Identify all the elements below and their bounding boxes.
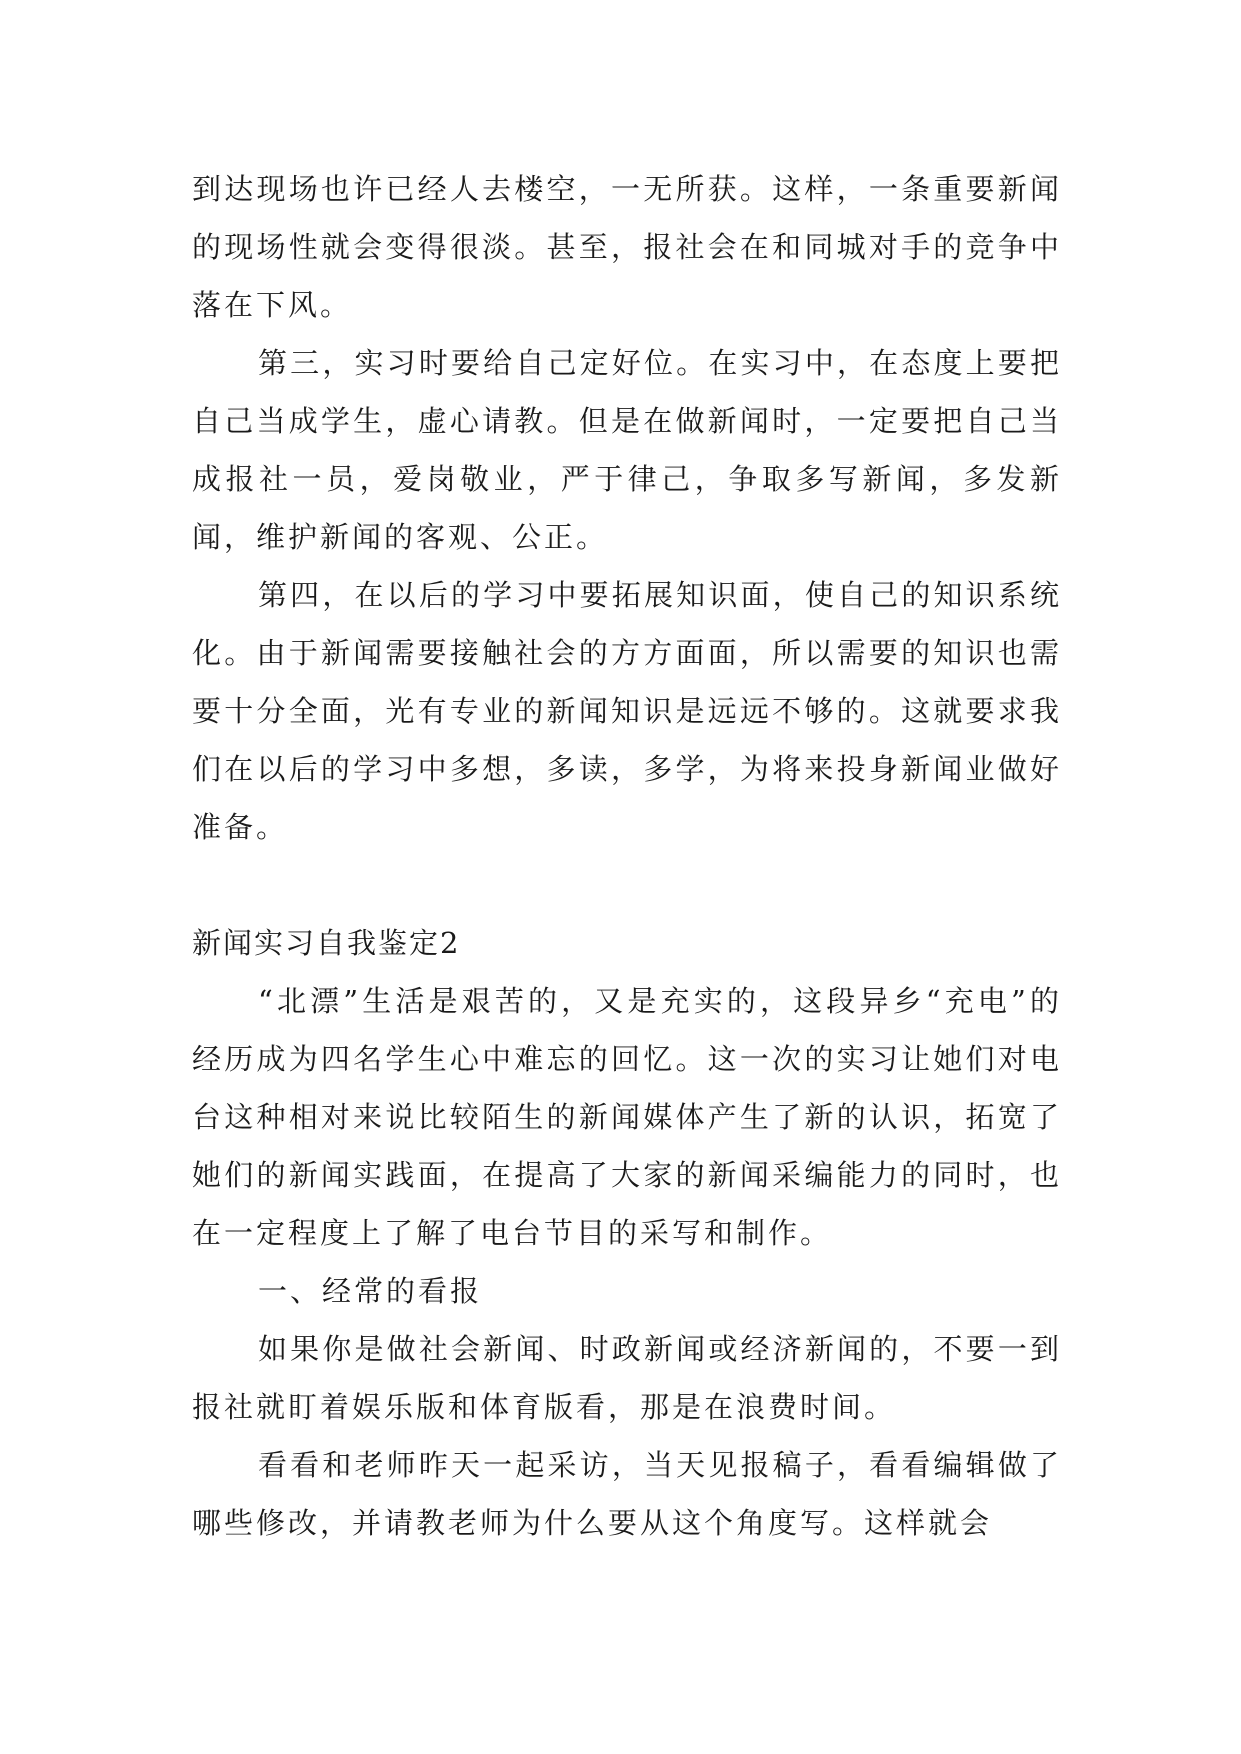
subheading-read-newspaper: 一、经常的看报 [258, 1274, 483, 1308]
paragraph-news-advice: 如果你是做社会新闻、时政新闻或经济新闻的，不要一到报社就盯着娱乐版和体育版看，那是在浪费时间。 [192, 1332, 1062, 1424]
paragraph-continued: 到达现场也许已经人去楼空，一无所获。这样，一条重要新闻的现场性就会变得很淡。甚至，报社会在和同城对手的竞争中落在下风。 [192, 172, 1062, 322]
section-heading: 新闻实习自我鉴定2 [192, 926, 461, 960]
paragraph-third-point: 第三，实习时要给自己定好位。在实习中，在态度上要把自己当成学生，虚心请教。但是在做新闻时，一定要把自己当成报社一员，爱岗敬业，严于律己，争取多写新闻，多发新闻，维护新闻的客观、公正。 [192, 346, 1062, 554]
paragraph-fourth-point: 第四，在以后的学习中要拓展知识面，使自己的知识系统化。由于新闻需要接触社会的方方面面，所以需要的知识也需要十分全面，光有专业的新闻知识是远远不够的。这就要求我们在以后的学习中多想，多读，多学，为将来投身新闻业做好准备。 [192, 578, 1062, 844]
paragraph-teacher-advice: 看看和老师昨天一起采访，当天见报稿子，看看编辑做了哪些修改，并请教老师为什么要从这个角度写。这样就会 [192, 1448, 1062, 1540]
document-page [192, 160, 1062, 1552]
section-spacer [192, 856, 1062, 914]
paragraph-intro: “北漂”生活是艰苦的，又是充实的，这段异乡“充电”的经历成为四名学生心中难忘的回忆。这一次的实习让她们对电台这种相对来说比较陌生的新闻媒体产生了新的认识，拓宽了她们的新闻实践面，在提高了大家的新闻采编能力的同时，也在一定程度上了解了电台节目的采写和制作。 [192, 984, 1062, 1250]
